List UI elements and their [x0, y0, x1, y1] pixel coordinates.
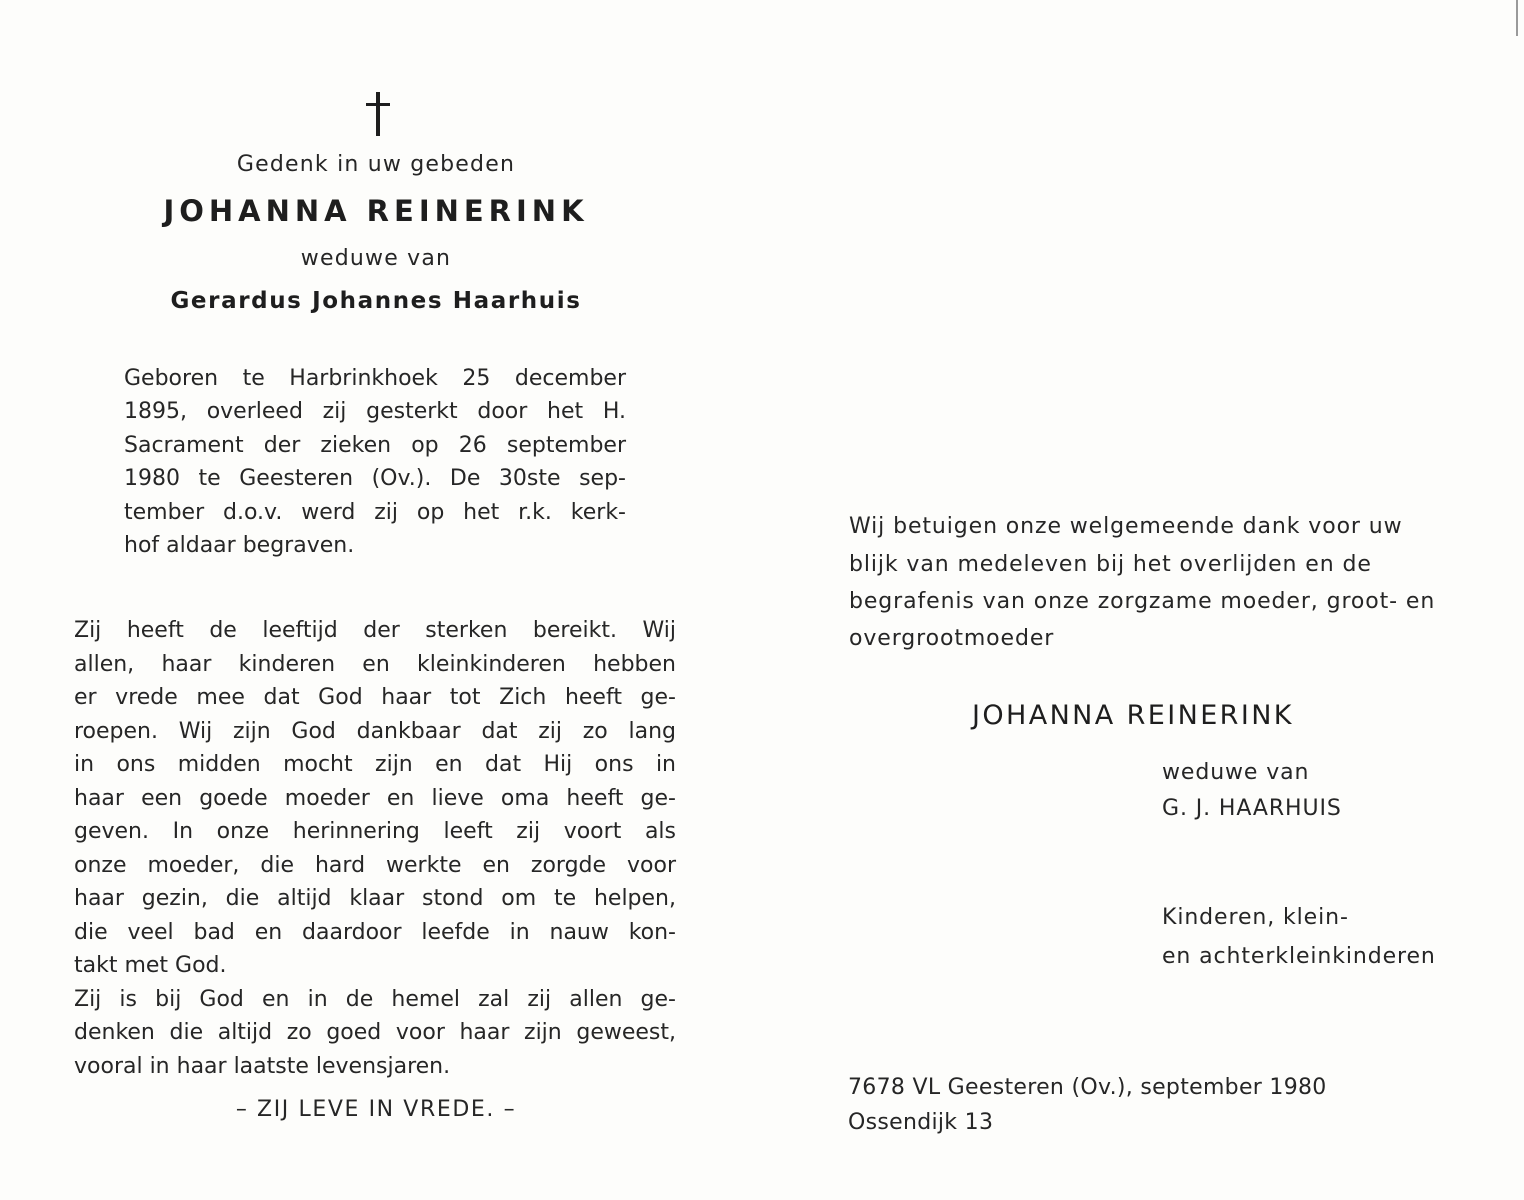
- widow-of-label: weduwe van: [300, 246, 452, 271]
- right-page: [762, 0, 1524, 1200]
- motto: – ZIJ LEVE IN VREDE. –: [235, 1097, 517, 1122]
- intro-text: Gedenk in uw gebeden: [236, 152, 516, 177]
- text-line: Zij heeft de leeftijd der sterken bereikt. Wij: [74, 618, 676, 643]
- address-line: Ossendijk 13: [848, 1110, 994, 1135]
- bio-line: Geboren te Harbrinkhoek 25 december: [124, 366, 626, 391]
- text-line: vooral in haar laatste levensjaren.: [74, 1054, 451, 1079]
- address-line: 7678 VL Geesteren (Ov.), september 1980: [848, 1075, 1327, 1100]
- deceased-name: JOHANNA REINERINK: [163, 194, 589, 228]
- thanks-line: Wij betuigen onze welgemeende dank voor uw: [849, 514, 1403, 539]
- text-line: die veel bad en daardoor leefde in nauw kon-: [74, 920, 676, 945]
- thanks-line: begrafenis van onze zorgzame moeder, groot- en: [849, 589, 1436, 614]
- text-line: denken die altijd zo goed voor haar zijn geweest,: [74, 1020, 676, 1045]
- text-line: Zij is bij God en in de hemel zal zij allen ge-: [74, 987, 676, 1012]
- text-line: onze moeder, die hard werkte en zorgde voor: [74, 853, 676, 878]
- bio-line: Sacrament der zieken op 26 september: [124, 433, 626, 458]
- text-line: haar gezin, die altijd klaar stond om te helpen,: [74, 886, 676, 911]
- family-line: Kinderen, klein-: [1162, 905, 1349, 930]
- thanks-line: blijk van medeleven bij het overlijden en de: [849, 552, 1372, 577]
- thanks-line: overgrootmoeder: [849, 626, 1055, 651]
- widow-of-label-right: weduwe van: [1162, 760, 1310, 785]
- husband-name-right: G. J. HAARHUIS: [1162, 796, 1342, 821]
- cross-icon: [363, 92, 393, 140]
- text-line: in ons midden mocht zijn en dat Hij ons in: [74, 752, 676, 777]
- text-line: takt met God.: [74, 953, 227, 978]
- bio-line: tember d.o.v. werd zij op het r.k. kerk-: [124, 500, 626, 525]
- text-line: er vrede mee dat God haar tot Zich heeft ge-: [74, 685, 676, 710]
- bio-line: hof aldaar begraven.: [124, 533, 355, 558]
- text-line: allen, haar kinderen en kleinkinderen hebben: [74, 652, 676, 677]
- bio-line: 1895, overleed zij gesterkt door het H.: [124, 399, 626, 424]
- deceased-name-right: JOHANNA REINERINK: [972, 700, 1294, 731]
- bio-line: 1980 te Geesteren (Ov.). De 30ste sep-: [124, 466, 626, 491]
- text-line: haar een goede moeder en lieve oma heeft ge-: [74, 786, 676, 811]
- family-line: en achterkleinkinderen: [1162, 944, 1436, 969]
- text-line: roepen. Wij zijn God dankbaar dat zij zo lang: [74, 719, 676, 744]
- text-line: geven. In onze herinnering leeft zij voort als: [74, 819, 676, 844]
- husband-name: Gerardus Johannes Haarhuis: [170, 288, 582, 314]
